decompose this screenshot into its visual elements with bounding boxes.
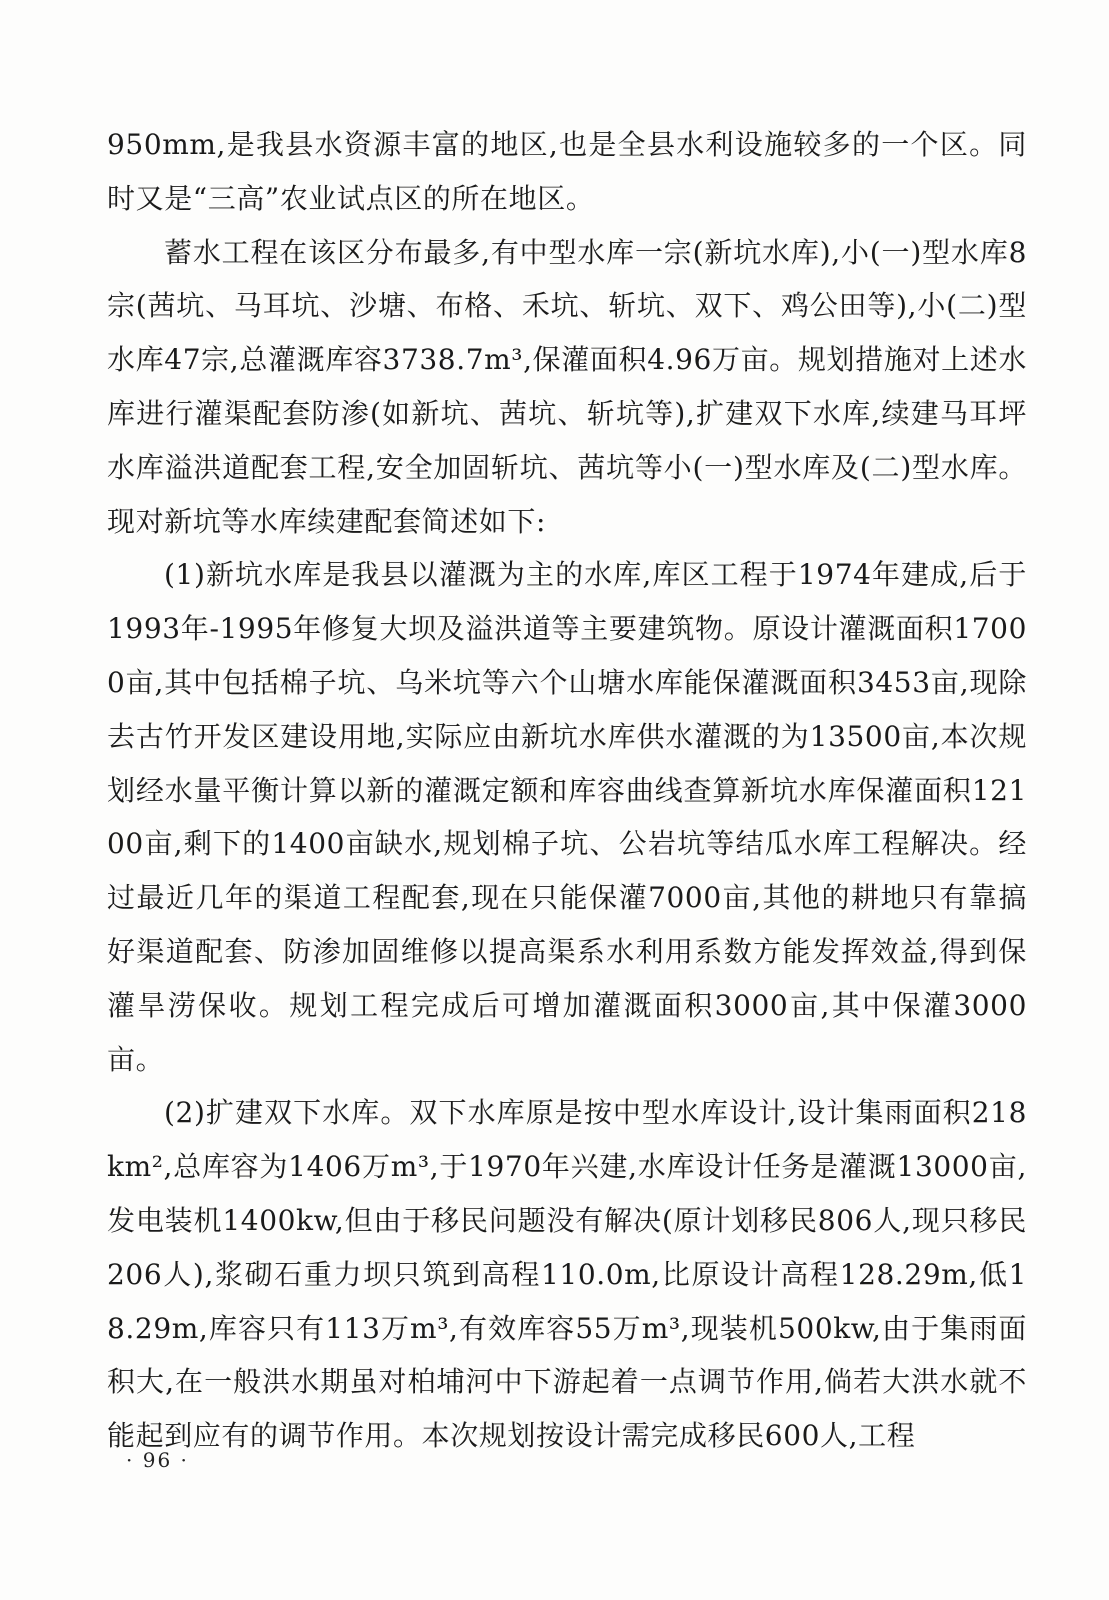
paragraph-2: 蓄水工程在该区分布最多,有中型水库一宗(新坑水库),小(一)型水库8宗(茜坑、马耳坑、沙塘、布格、禾坑、斩坑、双下、鸡公田等),小(二)型水库47宗,总灌溉库容3738.7m³,保灌面积4.96万亩。规划措施对上述水库进行灌渠配套防渗(如新坑、茜坑、斩坑等),扩建双下水库,续建马耳坪水库溢洪道配套工程,安全加固斩坑、茜坑等小(一)型水库及(二)型水库。现对新坑等水库续建配套简述如下: <box>107 235 1027 538</box>
paragraph-1: 950mm,是我县水资源丰富的地区,也是全县水利设施较多的一个区。同时又是“三高”农业试点区的所在地区。 <box>107 128 1027 215</box>
paragraph-3: (1)新坑水库是我县以灌溉为主的水库,库区工程于1974年建成,后于1993年-1995年修复大坝及溢洪道等主要建筑物。原设计灌溉面积17000亩,其中包括棉子坑、乌米坑等六个山塘水库能保灌溉面积3453亩,现除去古竹开发区建设用地,实际应由新坑水库供水灌溉的为13500亩,本次规划经水量平衡计算以新的灌溉定额和库容曲线查算新坑水库保灌面积12100亩,剩下的1400亩缺水,规划棉子坑、公岩坑等结瓜水库工程解决。经过最近几年的渠道工程配套,现在只能保灌7000亩,其他的耕地只有靠搞好渠道配套、防渗加固维修以提高渠系水利用系数方能发挥效益,得到保灌旱涝保收。规划工程完成后可增加灌溉面积3000亩,其中保灌3000亩。 <box>107 558 1027 1076</box>
paragraph-4: (2)扩建双下水库。双下水库原是按中型水库设计,设计集雨面积218km²,总库容为1406万m³,于1970年兴建,水库设计任务是灌溉13000亩,发电装机1400kw,但由于移民问题没有解决(原计划移民806人,现只移民206人),浆砌石重力坝只筑到高程110.0m,比原设计高程128.29m,低18.29m,库容只有113万m³,有效库容55万m³,现装机500kw,由于集雨面积大,在一般洪水期虽对柏埔河中下游起着一点调节作用,倘若大洪水就不能起到应有的调节作用。本次规划按设计需完成移民600人,工程 <box>107 1096 1027 1453</box>
body-text <box>107 118 1027 1463</box>
page-number: · 96 · <box>126 1448 189 1472</box>
